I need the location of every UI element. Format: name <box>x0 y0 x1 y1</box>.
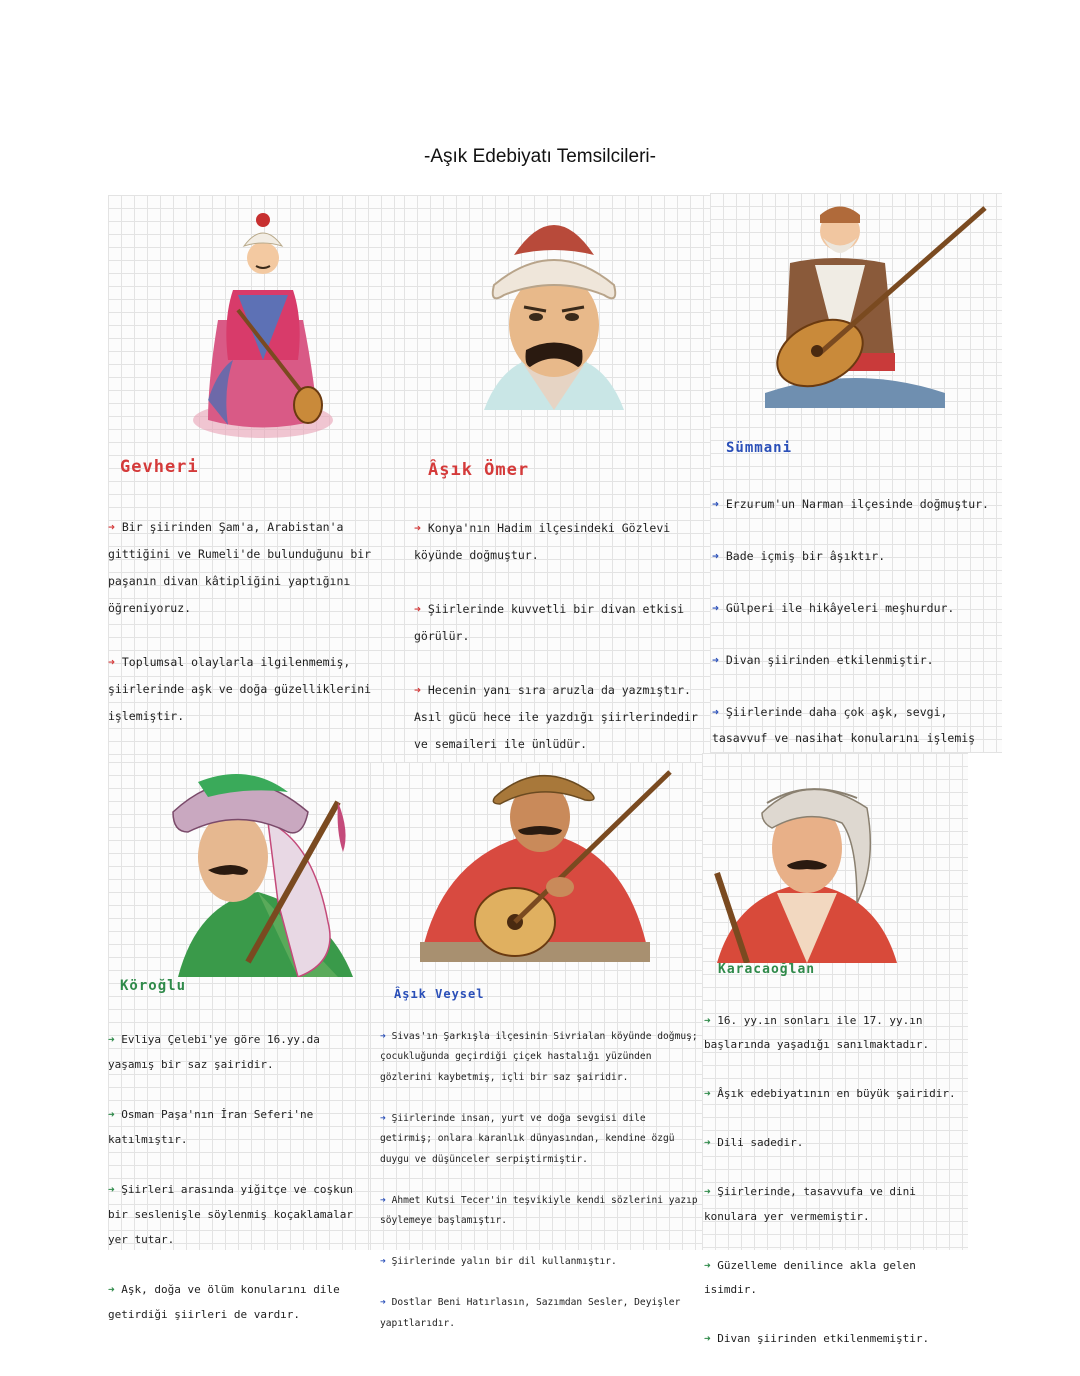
arrow-icon: ➜ <box>108 1283 115 1296</box>
arrow-icon: ➜ <box>108 1108 115 1121</box>
arrow-icon: ➜ <box>704 1258 711 1272</box>
asik-veysel-portrait <box>400 762 680 977</box>
bullet-item: ➜ Şiirleri arasında yiğitçe ve coşkun bir seslenişle söylenmiş koçaklamalar yer tutar. <box>108 1183 354 1246</box>
bullet-item: ➜ Şiirlerinde kuvvetli bir divan etkisi görülür. <box>414 602 685 643</box>
arrow-icon: ➜ <box>108 520 115 534</box>
arrow-icon: ➜ <box>414 602 421 616</box>
asik-omer-portrait <box>454 195 654 410</box>
bullet-item: ➜ Dili sadedir. <box>704 1136 804 1149</box>
summani-portrait <box>745 193 990 408</box>
arrow-icon: ➜ <box>108 1183 115 1196</box>
arrow-icon: ➜ <box>380 1194 386 1206</box>
bullet-item: ➜ Hecenin yanı sıra aruzla da yazmıştır. Asıl gücü hece ile yazdığı şiirlerindedir ve semaileri ile ünlüdür. <box>414 683 698 751</box>
arrow-icon: ➜ <box>704 1087 711 1100</box>
bullet-item: ➜ Aşk, doğa ve ölüm konularını dile getirdiği şiirleri de vardır. <box>108 1283 340 1321</box>
bullet-item: ➜ Erzurum'un Narman ilçesinde doğmuştur. <box>712 497 989 511</box>
poet-card-koroglu <box>108 762 370 1321</box>
bullet-item: ➜ Divan şiirinden etkilenmiştir. <box>712 653 934 667</box>
poet-card-karacaoglan <box>702 753 968 1345</box>
bullet-item: ➜ Toplumsal olaylarla ilgilenmemiş, şiirlerinde aşk ve doğa güzelliklerini işlemiştir. <box>108 655 372 723</box>
arrow-icon: ➜ <box>108 655 115 669</box>
bullet-item: ➜ Konya'nın Hadim ilçesindeki Gözlevi köyünde doğmuştur. <box>414 521 671 562</box>
bullet-item: ➜ Evliya Çelebi'ye göre 16.yy.da yaşamış bir saz şairidir. <box>108 1033 320 1071</box>
bullet-item: ➜ Osman Paşa'nın İran Seferi'ne katılmıştır. <box>108 1108 314 1146</box>
bullet-item: ➜ Şiirlerinde insan, yurt ve doğa sevgisi dile getirmiş; onlara karanlık dünyasından, kendine özgü duygu ve düşünceler serpiştirmiştir. <box>380 1112 675 1165</box>
koroglu-portrait <box>138 762 368 977</box>
poet-bullets <box>704 984 968 1376</box>
bullet-item: ➜ Güzelleme denilince akla gelen isimdir. <box>704 1258 916 1296</box>
bullet-item: ➜ Sivas'ın Şarkışla ilçesinin Sivrialan köyünde doğmuş; çocukluğunda geçirdiği çiçek hastalığı yüzünden gözlerini kaybetmiş, içli bir saz şairidir. <box>380 1030 698 1083</box>
arrow-icon: ➜ <box>704 1332 711 1345</box>
arrow-icon: ➜ <box>414 521 421 535</box>
gevheri-portrait <box>178 200 348 440</box>
arrow-icon: ➜ <box>704 1185 711 1198</box>
poet-name: Gevheri <box>120 457 199 477</box>
arrow-icon: ➜ <box>380 1030 386 1042</box>
arrow-icon: ➜ <box>712 653 719 667</box>
arrow-icon: ➜ <box>108 1033 115 1046</box>
arrow-icon: ➜ <box>712 497 719 511</box>
bullet-item: ➜ Gülperi ile hikâyeleri meşhurdur. <box>712 601 955 615</box>
arrow-icon: ➜ <box>414 683 421 697</box>
bullet-item: ➜ 16. yy.ın sonları ile 17. yy.ın başlarında yaşadığı sanılmaktadır. <box>704 1013 930 1051</box>
karacaoglan-portrait <box>707 753 907 963</box>
poet-card-gevheri <box>108 195 404 762</box>
arrow-icon: ➜ <box>380 1112 386 1124</box>
bullet-item: ➜ Dostlar Beni Hatırlasın, Sazımdan Sesler, Deyişler yapıtlarıdır. <box>380 1297 681 1329</box>
poet-name: Karacaoğlan <box>718 962 816 977</box>
bullet-item: ➜ Âşık edebiyatının en büyük şairidir. <box>704 1087 956 1100</box>
bullet-item: ➜ Bade içmiş bir âşıktır. <box>712 549 886 563</box>
bullet-item: ➜ Ahmet Kutsi Tecer'in teşvikiyle kendi sözlerini yazıp söylemeye başlamıştır. <box>380 1194 698 1226</box>
arrow-icon: ➜ <box>712 601 719 615</box>
arrow-icon: ➜ <box>704 1013 711 1027</box>
poet-bullets <box>380 1006 702 1355</box>
bullet-item: ➜ Divan şiirinden etkilenmemiştir. <box>704 1332 930 1345</box>
bullet-item: ➜ Şiirlerinde yalın bir dil kullanmıştır. <box>380 1256 617 1267</box>
poet-name: Âşık Ömer <box>428 460 530 480</box>
arrow-icon: ➜ <box>380 1256 386 1267</box>
arrow-icon: ➜ <box>380 1297 386 1308</box>
poet-bullets <box>108 1002 370 1352</box>
poet-name: Sümmani <box>726 440 793 456</box>
bullet-item: ➜ Bir şiirinden Şam'a, Arabistan'a gittiğini ve Rumeli'de bulunduğunu bir paşanın divan kâtipliğini yaptığını öğreniyoruz. <box>108 520 372 615</box>
arrow-icon: ➜ <box>712 705 719 719</box>
poet-name: Köroğlu <box>120 978 187 994</box>
poet-card-summani <box>710 193 1002 753</box>
bullet-item: ➜ Şiirlerinde, tasavvufa ve dini konulara yer vermemiştir. <box>704 1185 916 1223</box>
arrow-icon: ➜ <box>704 1136 711 1149</box>
page-title: -Aşık Edebiyatı Temsilcileri- <box>424 146 656 167</box>
poet-card-asik-veysel <box>370 762 702 1329</box>
poet-name: Âşık Veysel <box>394 987 485 1001</box>
arrow-icon: ➜ <box>712 549 719 563</box>
poet-card-asik-omer <box>404 195 710 762</box>
bullet-item: ➜ Şiirlerinde daha çok aşk, sevgi, tasavvuf ve nasihat konularını işlemiş <box>712 705 976 745</box>
